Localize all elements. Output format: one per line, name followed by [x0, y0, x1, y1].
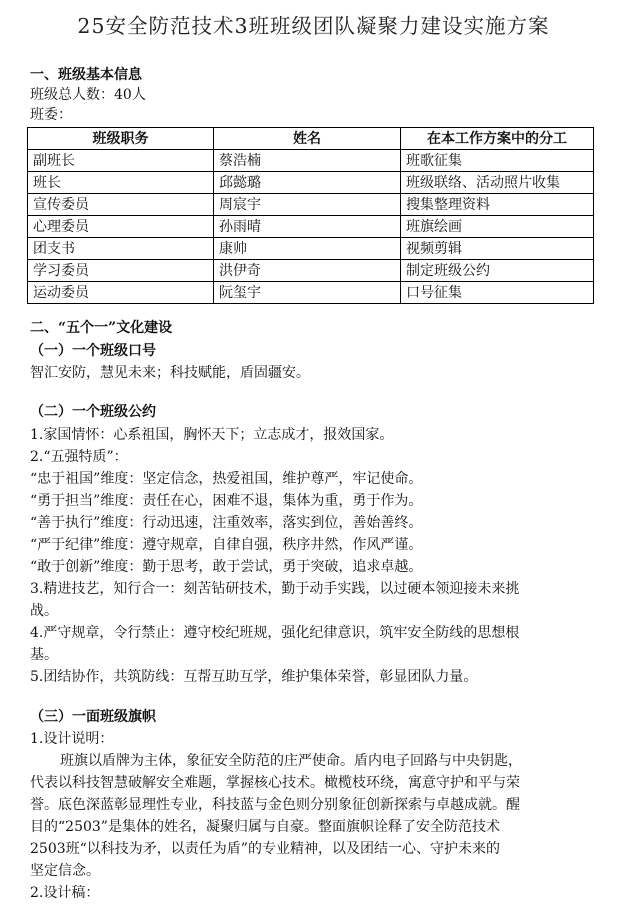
- class-total: 班级总人数：40人: [30, 87, 146, 103]
- cell-duty: 制定班级公约: [401, 260, 594, 282]
- flag-text-line: 代表以科技智慧破解安全难题，掌握核心技术。橄榄枝环绕，寓意守护和平与荣: [30, 775, 520, 791]
- cell-name: 孙雨晴: [214, 216, 401, 238]
- header-position: 班级职务: [28, 128, 214, 150]
- cell-name: 蔡浩楠: [214, 150, 401, 172]
- subsection-convention-heading: （二）一个班级公约: [30, 404, 156, 420]
- cell-position: 宣传委员: [28, 194, 214, 216]
- cell-position: 学习委员: [28, 260, 214, 282]
- cell-position: 心理委员: [28, 216, 214, 238]
- cell-duty: 搜集整理资料: [401, 194, 594, 216]
- subsection-flag-heading: （三）一面班级旗帜: [30, 709, 156, 725]
- flag-text-line: 坚定信念。: [30, 863, 100, 879]
- table-row: [28, 194, 594, 216]
- table-row: [28, 260, 594, 282]
- table-row: [28, 172, 594, 194]
- trait-execution: “善于执行”维度：行动迅速，注重效率，落实到位，善始善终。: [30, 515, 423, 531]
- convention-item-3-line2: 战。: [30, 603, 58, 619]
- convention-item-2: 2.“五强特质”：: [30, 449, 128, 465]
- convention-item-4-line2: 基。: [30, 647, 58, 663]
- header-name: 姓名: [214, 128, 401, 150]
- flag-draft-label: 2.设计稿：: [30, 885, 100, 901]
- cell-position: 班长: [28, 172, 214, 194]
- flag-text-line: 誉。底色深蓝彰显理性专业，科技蓝与金色则分别象征创新探索与卓越成就。醒: [30, 797, 520, 813]
- cell-name: 阮玺宇: [214, 282, 401, 304]
- cell-name: 洪伊奇: [214, 260, 401, 282]
- subsection-slogan-heading: （一）一个班级口号: [30, 343, 156, 359]
- cell-duty: 班级联络、活动照片收集: [401, 172, 594, 194]
- cell-duty: 班歌征集: [401, 150, 594, 172]
- convention-item-3-line1: 3.精进技艺，知行合一：刻苦钻研技术，勤于动手实践，以过硬本领迎接未来挑: [30, 581, 520, 597]
- trait-innovation: “敢于创新”维度：勤于思考，敢于尝试，勇于突破，追求卓越。: [30, 559, 423, 575]
- table-header-row: [28, 128, 594, 150]
- committee-table: [27, 127, 594, 304]
- cell-duty: 班旗绘画: [401, 216, 594, 238]
- header-duty: 在本工作方案中的分工: [401, 128, 594, 150]
- section2-heading: 二、“五个一”文化建设: [30, 320, 173, 336]
- class-slogan: 智汇安防，慧见未来；科技赋能，盾固疆安。: [30, 365, 310, 381]
- committee-label: 班委：: [30, 107, 72, 123]
- cell-duty: 视频剪辑: [401, 238, 594, 260]
- trait-loyalty: “忠于祖国”维度：坚定信念，热爱祖国，维护尊严，牢记使命。: [30, 471, 423, 487]
- cell-duty: 口号征集: [401, 282, 594, 304]
- cell-name: 周宸宇: [214, 194, 401, 216]
- cell-name: 邱懿璐: [214, 172, 401, 194]
- flag-text-line: 目的“2503”是集体的姓名，凝聚归属与自豪。整面旗帜诠释了安全防范技术: [30, 819, 500, 835]
- cell-name: 康帅: [214, 238, 401, 260]
- flag-text-line: 2503班“以科技为矛，以责任为盾”的专业精神，以及团结一心、守护未来的: [30, 841, 500, 857]
- table-row: [28, 282, 594, 304]
- document-title: 25安全防范技术3班班级团队凝聚力建设实施方案: [77, 14, 550, 38]
- flag-design-label: 1.设计说明：: [30, 731, 114, 747]
- section1-heading: 一、班级基本信息: [30, 67, 142, 83]
- flag-text-line: 班旗以盾牌为主体，象征安全防范的庄严使命。盾内电子回路与中央钥匙，: [60, 753, 522, 769]
- convention-item-5: 5.团结协作，共筑防线：互帮互助互学，维护集体荣誉，彰显团队力量。: [30, 669, 478, 685]
- trait-discipline: “严于纪律”维度：遵守规章，自律自强，秩序井然，作风严谨。: [30, 537, 423, 553]
- cell-position: 副班长: [28, 150, 214, 172]
- table-row: [28, 238, 594, 260]
- table-row: [28, 150, 594, 172]
- cell-position: 运动委员: [28, 282, 214, 304]
- cell-position: 团支书: [28, 238, 214, 260]
- convention-item-4-line1: 4.严守规章，令行禁止：遵守校纪班规，强化纪律意识，筑牢安全防线的思想根: [30, 625, 520, 641]
- table-row: [28, 216, 594, 238]
- convention-item-1: 1.家国情怀：心系祖国，胸怀天下；立志成才，报效国家。: [30, 427, 394, 443]
- trait-responsibility: “勇于担当”维度：责任在心，困难不退，集体为重，勇于作为。: [30, 493, 423, 509]
